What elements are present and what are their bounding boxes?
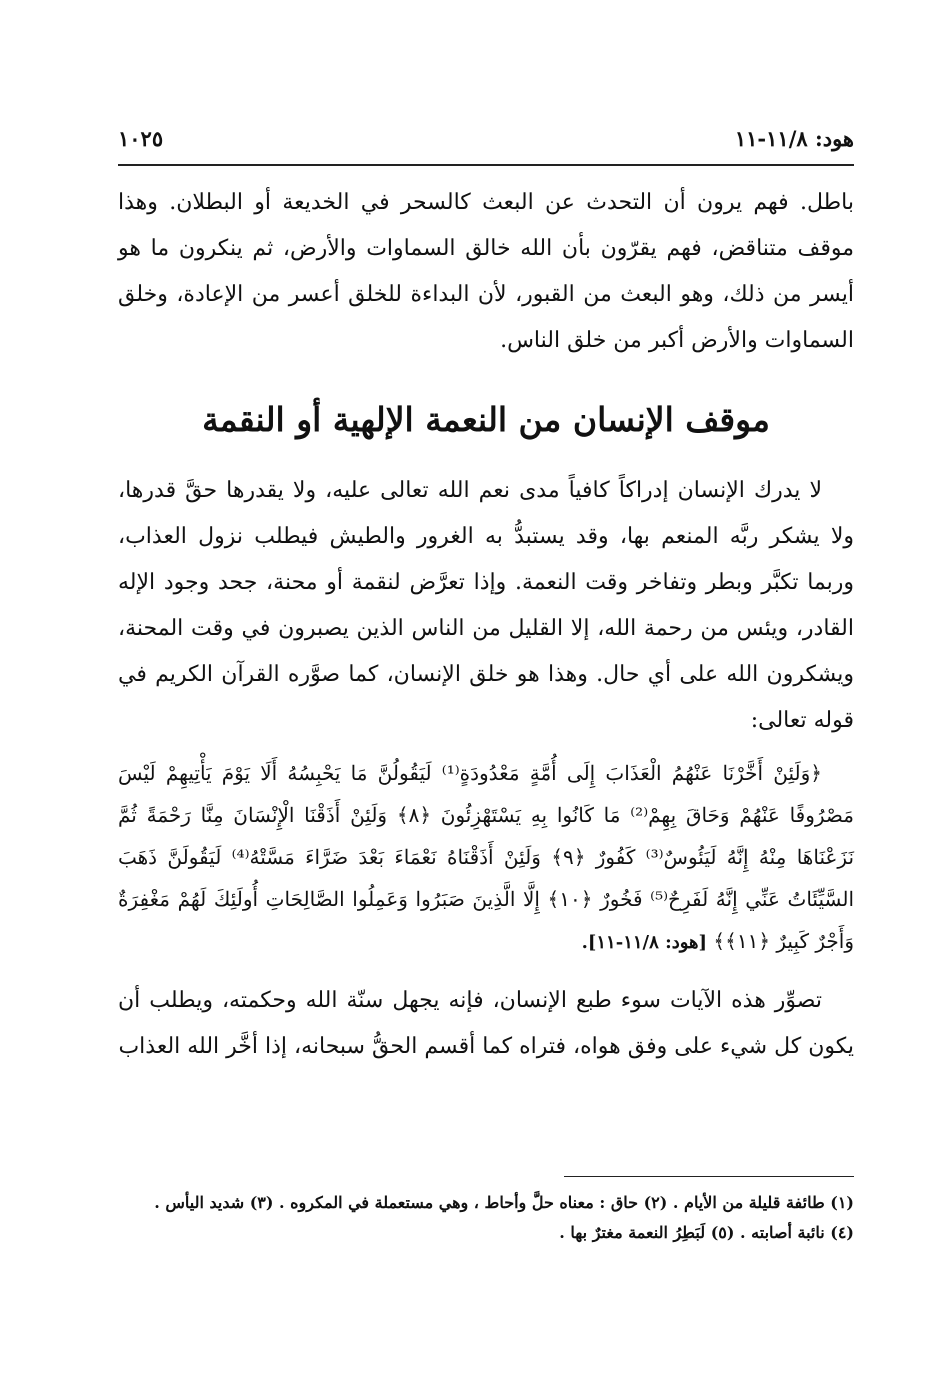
section-title: موقف الإنسان من النعمة الإلهية أو النقمة <box>202 400 770 439</box>
footnotes <box>118 1188 854 1248</box>
quran-verse-block <box>118 752 854 964</box>
verse-text: ﴿وَلَئِنْ أَخَّرْنَا عَنْهُمُ الْعَذَابَ إِلَى أُمَّةٍ مَعْدُودَةٍ⁽¹⁾ لَيَقُولُنَّ مَا يَحْبِسُهُ أَلَا يَوْمَ يَأْتِيهِمْ لَيْسَ مَصْرُوفًا عَنْهُمْ وَحَاقَ بِهِمْ⁽²⁾ مَا كَانُوا بِهِ يَسْتَهْزِئُونَ ﴿٨﴾ وَلَئِنْ أَذَقْنَا الْإِنْسَانَ مِنَّا رَحْمَةً ثُمَّ نَزَعْنَاهَا مِنْهُ إِنَّهُ لَيَئُوسٌ⁽³⁾ كَفُورٌ ﴿٩﴾ وَلَئِنْ أَذَقْنَاهُ نَعْمَاءَ بَعْدَ ضَرَّاءَ مَسَّتْهُ⁽⁴⁾ لَيَقُولَنَّ ذَهَبَ السَّيِّئَاتُ عَنِّي إِنَّهُ لَفَرِحٌ⁽⁵⁾ فَخُورٌ ﴿١٠﴾ إِلَّا الَّذِينَ صَبَرُوا وَعَمِلُوا الصَّالِحَاتِ أُولَئِكَ لَهُمْ مَغْفِرَةٌ وَأَجْرٌ كَبِيرٌ ﴿١١﴾﴾ <box>118 761 855 953</box>
footnote-line: (٤) نائبة أصابته . (٥) لَبَطِرُ النعمة مغترٌ بها . <box>559 1223 854 1242</box>
page-body <box>118 180 854 1070</box>
surah-reference: هود: ١١/٨-١١ <box>734 125 854 151</box>
intro-paragraph: باطل. فهم يرون أن التحدث عن البعث كالسحر في الخديعة أو البطلان. وهذا موقف متناقض، فهم يقرّون بأن الله خالق السماوات والأرض، ثم ينكرون ما هو أيسر من ذلك، وهو البعث من القبور، لأن البداءة للخلق أعسر من الإعادة، وخلق السماوات والأرض أكبر من خلق الناس. <box>118 190 854 353</box>
page-number: ١٠٢٥ <box>118 125 164 151</box>
footnote-line: (١) طائفة قليلة من الأيام . (٢) حاق : معناه حلَّ وأحاط ، وهي مستعملة في المكروه . (٣) شديد اليأس . <box>154 1193 854 1212</box>
header-divider <box>118 164 854 166</box>
paragraph-2: تصوِّر هذه الآيات سوء طبع الإنسان، فإنه يجهل سنّة الله وحكمته، ويطلب أن يكون كل شيء على وفق هواه، فتراه كما أقسم الحقُّ سبحانه، إذا أخَّر الله العذاب <box>118 988 854 1059</box>
paragraph-1: لا يدرك الإنسان إدراكاً كافياً مدى نعم الله تعالى عليه، ولا يقدرها حقَّ قدرها، ولا يشكر ربَّه المنعم بها، وقد يستبدُّ به الغرور والطيش فيطلب نزول العذاب، وربما تكبَّر وبطر وتفاخر وقت النعمة. وإذا تعرَّض لنقمة أو محنة، جحد وجود الإله القادر، ويئس من رحمة الله، إلا القليل من الناس الذين يصبرون في وقت المحنة، ويشكرون الله على أي حال. وهذا هو خلق الإنسان، كما صوَّره القرآن الكريم في قوله تعالى: <box>118 478 854 733</box>
page-header <box>118 118 854 158</box>
verse-reference: [هود: ١١/٨-١١]. <box>581 932 708 953</box>
footnote-divider <box>564 1176 854 1177</box>
